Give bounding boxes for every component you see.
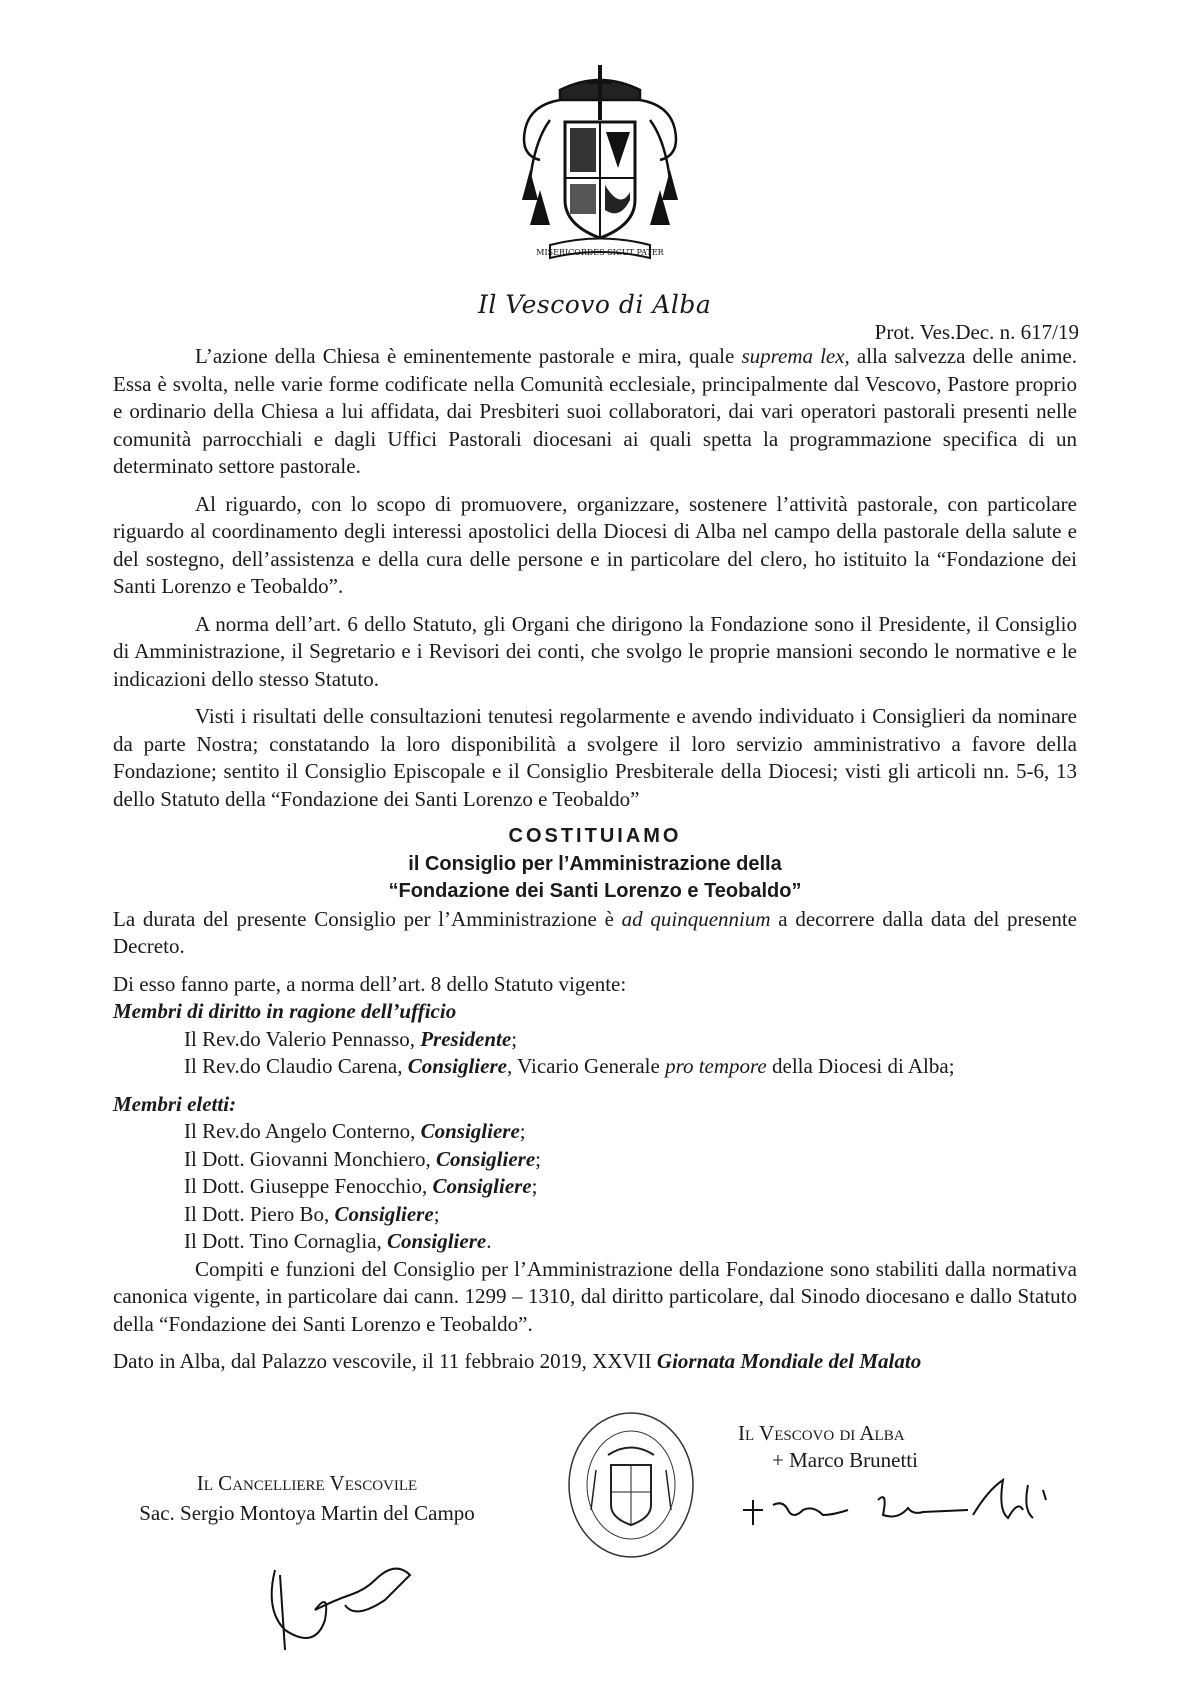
ex-officio-title: Membri di diritto in ragione dell’ufficio bbox=[113, 999, 457, 1023]
chancellor-block bbox=[110, 1468, 504, 1528]
member-vicar: Il Rev.do Claudio Carena, Consigliere, Vicario Generale pro tempore della Diocesi di Alba; bbox=[184, 1054, 955, 1078]
duties-paragraph: Compiti e funzioni del Consiglio per l’Amministrazione della Fondazione sono stabiliti dalla normativa canonica vigente, in particolare dai cann. 1299 – 1310, dal diritto particolare, dal Sinodo diocesano e dallo Statuto della “Fondazione dei Santi Lorenzo e Teobaldo”. bbox=[113, 1256, 1077, 1336]
elected-title: Membri eletti: bbox=[113, 1091, 237, 1116]
bishop-block bbox=[738, 1420, 918, 1474]
elected-member: Il Dott. Tino Cornaglia, Consigliere. bbox=[184, 1229, 492, 1253]
composition-intro: Di esso fanno parte, a norma dell’art. 8 dello Statuto vigente: bbox=[113, 971, 627, 996]
episcopal-seal bbox=[566, 1410, 696, 1560]
duration-paragraph: La durata del presente Consiglio per l’Amministrazione è ad quinquennium a decorrere dalla data del presente Decreto. bbox=[113, 906, 1077, 958]
heading-costituiamo: COSTITUIAMO bbox=[508, 825, 682, 847]
elected-member: Il Dott. Giovanni Monchiero, Consigliere; bbox=[184, 1146, 541, 1171]
chancellor-name: Sac. Sergio Montoya Martin del Campo bbox=[139, 1501, 475, 1525]
heading-line-2: il Consiglio per l’Amministrazione della bbox=[408, 852, 782, 875]
paragraph-2: Al riguardo, con lo scopo di promuovere, organizzare, sostenere l’attività pastorale, con particolare riguardo al coordinamento degli interessi apostolici della Diocesi di Alba nel campo della pastorale della salute e del sostegno, dell’assistenza e della cura delle persone e in particolare del clero, ho istituito la “Fondazione dei Santi Lorenzo e Teobaldo”. bbox=[113, 491, 1077, 598]
chancellor-signature bbox=[255, 1550, 425, 1660]
paragraph-1: L’azione della Chiesa è eminentemente pastorale e mira, quale suprema lex, alla salvezza delle anime. Essa è svolta, nelle varie forme codificate nella Comunità ecclesiale, principalmente dal Vescovo, Pastore proprio e ordinario della Chiesa a lui affidata, dai Presbiteri suoi collaboratori, dai vari operatori pastorali presenti nelle comunità parrocchiali e dagli Uffici Pastorali diocesani ai quali spetta la programmazione specifica di un determinato settore pastorale. bbox=[113, 344, 1077, 478]
bishop-name: + Marco Brunetti bbox=[772, 1448, 918, 1472]
elected-member: Il Rev.do Angelo Conterno, Consigliere; bbox=[184, 1119, 526, 1143]
bishop-signature bbox=[738, 1470, 1058, 1540]
chancellor-title: Il Cancelliere Vescovile bbox=[196, 1471, 418, 1495]
motto-scroll: MISERICORDES SICUT PATER bbox=[536, 248, 664, 257]
coat-of-arms-emblem bbox=[510, 60, 690, 290]
letterhead: Il Vescovo di Alba bbox=[478, 290, 712, 319]
member-president: Il Rev.do Valerio Pennasso, Presidente; bbox=[184, 1026, 518, 1051]
protocol-number: Prot. Ves.Dec. n. 617/19 bbox=[874, 320, 1079, 344]
decree-body bbox=[113, 343, 1077, 1376]
bishop-title: Il Vescovo di Alba bbox=[738, 1421, 905, 1445]
paragraph-4: Visti i risultati delle consultazioni tenutesi regolarmente e avendo individuato i Consiglieri da nominare da parte Nostra; constatando la loro disponibilità a svolgere il loro servizio amministrativo a favore della Fondazione; sentito il Consiglio Episcopale e il Consiglio Presbiterale della Diocesi; visti gli articoli nn. 5-6, 13 dello Statuto della “Fondazione dei Santi Lorenzo e Teobaldo” bbox=[113, 704, 1077, 811]
elected-member: Il Dott. Giuseppe Fenocchio, Consigliere; bbox=[184, 1174, 538, 1198]
heading-line-3: “Fondazione dei Santi Lorenzo e Teobaldo” bbox=[388, 880, 802, 902]
elected-member: Il Dott. Piero Bo, Consigliere; bbox=[184, 1201, 440, 1226]
date-line: Dato in Alba, dal Palazzo vescovile, il 11 febbraio 2019, XXVII Giornata Mondiale del Malato bbox=[113, 1349, 922, 1373]
paragraph-3: A norma dell’art. 6 dello Statuto, gli Organi che dirigono la Fondazione sono il Presidente, il Consiglio di Amministrazione, il Segretario e i Revisori dei conti, che svolgo le proprie mansioni secondo le normative e le indicazioni dello stesso Statuto. bbox=[113, 611, 1077, 691]
